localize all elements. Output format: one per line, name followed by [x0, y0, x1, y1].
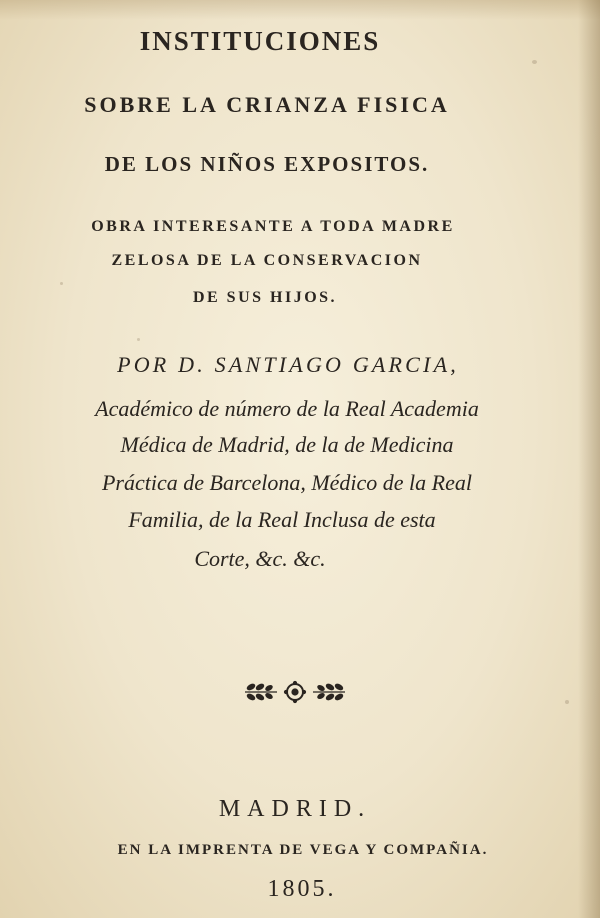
foxing-spot: [137, 338, 140, 341]
foxing-spot: [60, 282, 63, 285]
foxing-spot: [565, 700, 569, 704]
author-credentials-line: Médica de Madrid, de la de Medicina: [120, 432, 454, 457]
author-credentials-line: Corte, &c. &c.: [194, 546, 326, 571]
fleuron-ornament: [243, 680, 347, 704]
subtitle-line-1: OBRA INTERESANTE A TODA MADRE: [91, 218, 455, 235]
imprint-city: MADRID.: [218, 796, 372, 822]
paper-edge-right: [578, 0, 600, 918]
author-credentials-line: Familia, de la Real Inclusa de esta: [128, 507, 436, 532]
paper-edge-top: [0, 0, 600, 20]
imprint-year: 1805.: [267, 876, 337, 902]
subtitle-line-2: ZELOSA DE LA CONSERVACION: [111, 252, 423, 269]
author-credentials-line: Académico de número de la Real Academia: [95, 396, 479, 421]
imprint-publisher: EN LA IMPRENTA DE VEGA Y COMPAÑIA.: [117, 842, 489, 858]
foxing-spot: [532, 60, 537, 64]
title-line-3: DE LOS NIÑOS EXPOSITOS.: [104, 152, 430, 176]
title-line-2: SOBRE LA CRIANZA FISICA: [84, 92, 450, 117]
author-credentials-line: Práctica de Barcelona, Médico de la Real: [101, 470, 472, 495]
title-line-1: INSTITUCIONES: [139, 26, 381, 56]
subtitle-line-3: DE SUS HIJOS.: [192, 289, 338, 306]
author-name: POR D. SANTIAGO GARCIA,: [117, 352, 459, 377]
